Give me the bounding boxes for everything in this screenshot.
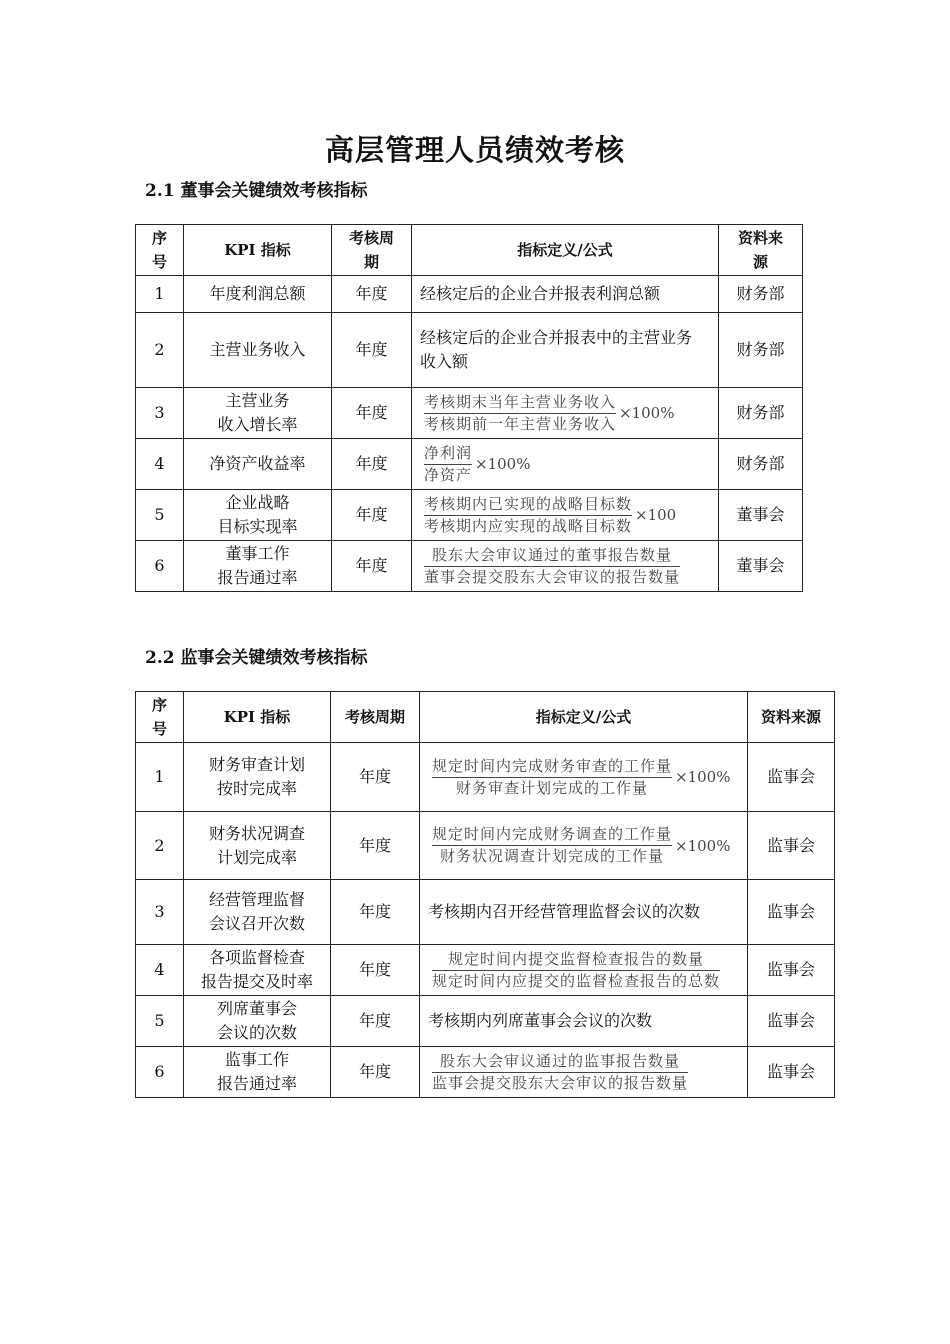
data-source: 监事会: [748, 812, 835, 880]
formula-numerator: 规定时间内完成财务审查的工作量: [432, 756, 672, 778]
formula-denominator: 净资产: [424, 465, 473, 484]
formula-numerator: 股东大会审议通过的监事报告数量: [432, 1051, 688, 1073]
formula-multiplier: ×100%: [619, 404, 675, 422]
formula-fraction: [424, 443, 472, 486]
section-heading-supervisory: 2.2 监事会关键绩效考核指标: [145, 648, 368, 668]
header-source: 资料来源: [748, 692, 835, 743]
section-heading-board: 2.1 董事会关键绩效考核指标: [145, 181, 368, 201]
kpi-name: [184, 388, 332, 439]
kpi-name-line: 报告提交及时率: [200, 972, 313, 991]
formula-multiplier: ×100%: [475, 455, 531, 473]
period: 年度: [332, 490, 412, 541]
period: 年度: [331, 1047, 420, 1098]
definition-line: 经核定后的企业合并报表中的主营业务: [420, 328, 693, 347]
row-number: 6: [136, 541, 184, 592]
kpi-name: [184, 313, 332, 388]
formula-cell: [412, 439, 719, 490]
row-number: 5: [136, 996, 184, 1047]
row-number: 5: [136, 490, 184, 541]
table-row: [136, 313, 803, 388]
formula-denominator: 董事会提交股东大会审议的报告数量: [424, 567, 681, 586]
data-source: 监事会: [748, 996, 835, 1047]
header-period: 考核周期: [331, 692, 420, 743]
period: 年度: [332, 439, 412, 490]
formula-cell: [412, 541, 719, 592]
data-source: 监事会: [748, 880, 835, 945]
table-row: [136, 812, 835, 880]
kpi-name: [184, 1047, 331, 1098]
formula-multiplier: ×100%: [675, 768, 731, 786]
supervisory-kpi-table: [135, 691, 835, 1098]
formula-denominator: 财务状况调查计划完成的工作量: [440, 847, 665, 865]
kpi-name: [184, 945, 331, 996]
formula-numerator: 规定时间内完成财务调查的工作量: [432, 824, 672, 846]
formula-multiplier: ×100%: [675, 836, 731, 855]
table-row: [136, 945, 835, 996]
kpi-name-line: 收入增长率: [217, 415, 298, 434]
row-number: 6: [136, 1047, 184, 1098]
formula-cell: [420, 743, 748, 812]
definition: 经核定后的企业合并报表利润总额: [412, 276, 719, 313]
period: 年度: [332, 541, 412, 592]
table-row: [136, 276, 803, 313]
header-definition: 指标定义/公式: [412, 225, 719, 276]
formula-numerator: 考核期末当年主营业务收入: [424, 392, 616, 414]
formula-denominator: 考核期内应实现的战略目标数: [424, 516, 633, 535]
formula-denominator: 规定时间内应提交的监督检查报告的总数: [432, 971, 721, 990]
definition-line: 收入额: [420, 352, 469, 371]
kpi-name-line: 会议的次数: [216, 1023, 297, 1042]
kpi-name: [184, 541, 332, 592]
kpi-name: [184, 490, 332, 541]
formula-fraction: [432, 949, 720, 992]
period: 年度: [332, 388, 412, 439]
row-number: 2: [136, 812, 184, 880]
table-row: [136, 996, 835, 1047]
formula-multiplier: ×100: [635, 506, 677, 524]
definition: 考核期内召开经营管理监督会议的次数: [420, 880, 748, 945]
formula-cell: [412, 490, 719, 541]
header-source: 资料来 源: [719, 225, 803, 276]
data-source: 监事会: [748, 743, 835, 812]
formula-cell: [420, 812, 748, 880]
formula-fraction: [432, 756, 672, 799]
page-title: 高层管理人员绩效考核: [324, 133, 625, 167]
header-kpi: KPI 指标: [184, 692, 331, 743]
header-definition: 指标定义/公式: [420, 692, 748, 743]
kpi-name-line: 净资产收益率: [209, 454, 306, 473]
data-source: 财务部: [719, 388, 803, 439]
kpi-name-line: 按时完成率: [216, 779, 297, 798]
kpi-name-line: 企业战略: [225, 493, 290, 512]
formula-numerator: 规定时间内提交监督检查报告的数量: [432, 949, 720, 971]
row-number: 3: [136, 388, 184, 439]
kpi-name: [184, 812, 331, 880]
kpi-name-line: 主营业务: [225, 391, 290, 410]
kpi-name-line: 财务状况调查: [208, 823, 305, 843]
kpi-name-line: 列席董事会: [216, 999, 297, 1018]
kpi-name-line: 会议召开次数: [208, 914, 305, 933]
data-source: 董事会: [719, 541, 803, 592]
table-row: [136, 490, 803, 541]
formula-fraction: [432, 824, 672, 867]
row-number: 3: [136, 880, 184, 945]
formula-numerator: 考核期内已实现的战略目标数: [424, 494, 632, 516]
data-source: 财务部: [719, 313, 803, 388]
kpi-name-line: 董事工作: [225, 544, 290, 563]
formula-fraction: [424, 392, 616, 435]
formula-numerator: 股东大会审议通过的董事报告数量: [424, 545, 680, 567]
header-no: 序 号: [136, 692, 184, 743]
period: 年度: [331, 945, 420, 996]
row-number: 4: [136, 439, 184, 490]
formula-denominator: 考核期前一年主营业务收入: [424, 414, 617, 433]
data-source: 董事会: [719, 490, 803, 541]
row-number: 4: [136, 945, 184, 996]
period: 年度: [331, 812, 420, 880]
formula-cell: [420, 1047, 748, 1098]
header-no: 序 号: [136, 225, 184, 276]
table-row: [136, 743, 835, 812]
board-kpi-table: [135, 224, 803, 592]
data-source: 监事会: [748, 1047, 835, 1098]
table-row: [136, 1047, 835, 1098]
kpi-name: [184, 743, 331, 812]
kpi-name-line: 主营业务收入: [209, 340, 306, 359]
formula-fraction: [432, 1051, 688, 1094]
header-kpi: KPI 指标: [184, 225, 332, 276]
data-source: 财务部: [719, 276, 803, 313]
formula-cell: [412, 388, 719, 439]
kpi-name-line: 经营管理监督: [208, 890, 305, 909]
definition: 考核期内列席董事会会议的次数: [420, 996, 748, 1047]
kpi-name-line: 监事工作: [224, 1050, 289, 1069]
row-number: 1: [136, 276, 184, 313]
period: 年度: [331, 996, 420, 1047]
formula-fraction: [424, 494, 632, 537]
header-period: 考核周 期: [332, 225, 412, 276]
kpi-name: [184, 439, 332, 490]
table-row: [136, 388, 803, 439]
period: 年度: [331, 743, 420, 812]
kpi-name-line: 财务审查计划: [208, 755, 305, 774]
formula-cell: [420, 945, 748, 996]
data-source: 监事会: [748, 945, 835, 996]
period: 年度: [331, 880, 420, 945]
formula-denominator: 财务审查计划完成的工作量: [456, 778, 649, 797]
kpi-name-line: 报告通过率: [217, 568, 298, 587]
row-number: 2: [136, 313, 184, 388]
table-row: [136, 541, 803, 592]
formula-numerator: 净利润: [424, 443, 472, 465]
kpi-name: [184, 996, 331, 1047]
table-row: [136, 880, 835, 945]
kpi-name-line: 目标实现率: [217, 517, 298, 536]
formula-denominator: 监事会提交股东大会审议的报告数量: [432, 1073, 689, 1092]
period: 年度: [332, 313, 412, 388]
formula-fraction: [424, 545, 680, 588]
kpi-name-line: 报告通过率: [216, 1074, 297, 1093]
kpi-name: [184, 880, 331, 945]
kpi-name-line: 年度利润总额: [209, 284, 306, 303]
definition: [412, 313, 719, 388]
kpi-name-line: 计划完成率: [216, 847, 297, 867]
row-number: 1: [136, 743, 184, 812]
kpi-name-line: 各项监督检查: [208, 948, 305, 967]
period: 年度: [332, 276, 412, 313]
kpi-name: [184, 276, 332, 313]
table-row: [136, 439, 803, 490]
data-source: 财务部: [719, 439, 803, 490]
